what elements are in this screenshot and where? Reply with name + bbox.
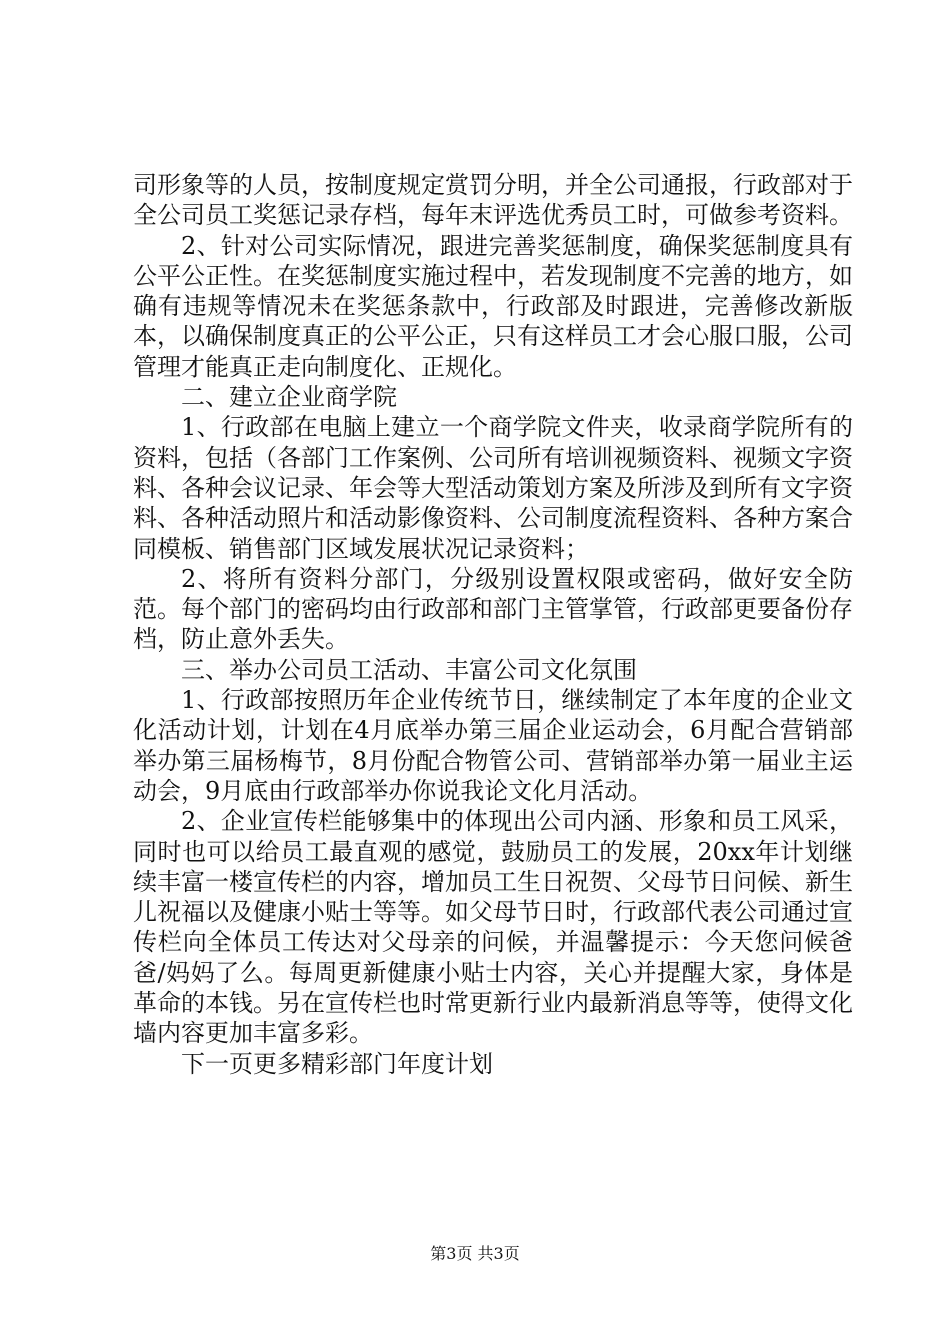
paragraph-1: 司形象等的人员，按制度规定赏罚分明，并全公司通报，行政部对于全公司员工奖惩记录存档，每年末评选优秀员工时，可做参考资料。 — [133, 171, 853, 230]
next-page-link-text: 下一页更多精彩部门年度计划 — [181, 1049, 493, 1078]
paragraph-5: 1、行政部按照历年企业传统节日，继续制定了本年度的企业文化活动计划，计划在4月底举办第三届企业运动会，6月配合营销部举办第三届杨梅节，8月份配合物管公司、营销部举办第一届业主运动会，9月底由行政部举办你说我论文化月活动。 — [133, 686, 853, 805]
paragraph-2: 2、针对公司实际情况，跟进完善奖惩制度，确保奖惩制度具有公平公正性。在奖惩制度实施过程中，若发现制度不完善的地方，如确有违规等情况未在奖惩条款中，行政部及时跟进，完善修改新版本，以确保制度真正的公平公正，只有这样员工才会心服口服，公司管理才能真正走向制度化、正规化。 — [133, 231, 853, 381]
paragraph-4: 2、将所有资料分部门，分级别设置权限或密码，做好安全防范。每个部门的密码均由行政部和部门主管掌管，行政部更要备份存档，防止意外丢失。 — [133, 564, 853, 654]
paragraph-6: 2、企业宣传栏能够集中的体现出公司内涵、形象和员工风采，同时也可以给员工最直观的感觉，鼓励员工的发展，20xx年计划继续丰富一楼宣传栏的内容，增加员工生日祝贺、父母节日问候、新生儿祝福以及健康小贴士等等。如父母节日时，行政部代表公司通过宣传栏向全体员工传达对父母亲的问候，并温馨提示：今天您问候爸爸/妈妈了么。每周更新健康小贴士内容，关心并提醒大家，身体是革命的本钱。另在宣传栏也时常更新行业内最新消息等等，使得文化墙内容更加丰富多彩。 — [133, 807, 853, 1048]
section-heading-2: 二、建立企业商学院 — [181, 383, 397, 412]
document-body — [133, 170, 853, 1079]
paragraph-3: 1、行政部在电脑上建立一个商学院文件夹，收录商学院所有的资料，包括（各部门工作案例、公司所有培训视频资料、视频文字资料、各种会议记录、年会等大型活动策划方案及所涉及到所有文字资料、各种活动照片和活动影像资料、公司制度流程资料、各种方案合同模板、销售部门区域发展状况记录资料； — [133, 413, 853, 563]
section-heading-3: 三、举办公司员工活动、丰富公司文化氛围 — [181, 655, 637, 684]
page-footer: 第3页 共3页 — [430, 1244, 520, 1263]
